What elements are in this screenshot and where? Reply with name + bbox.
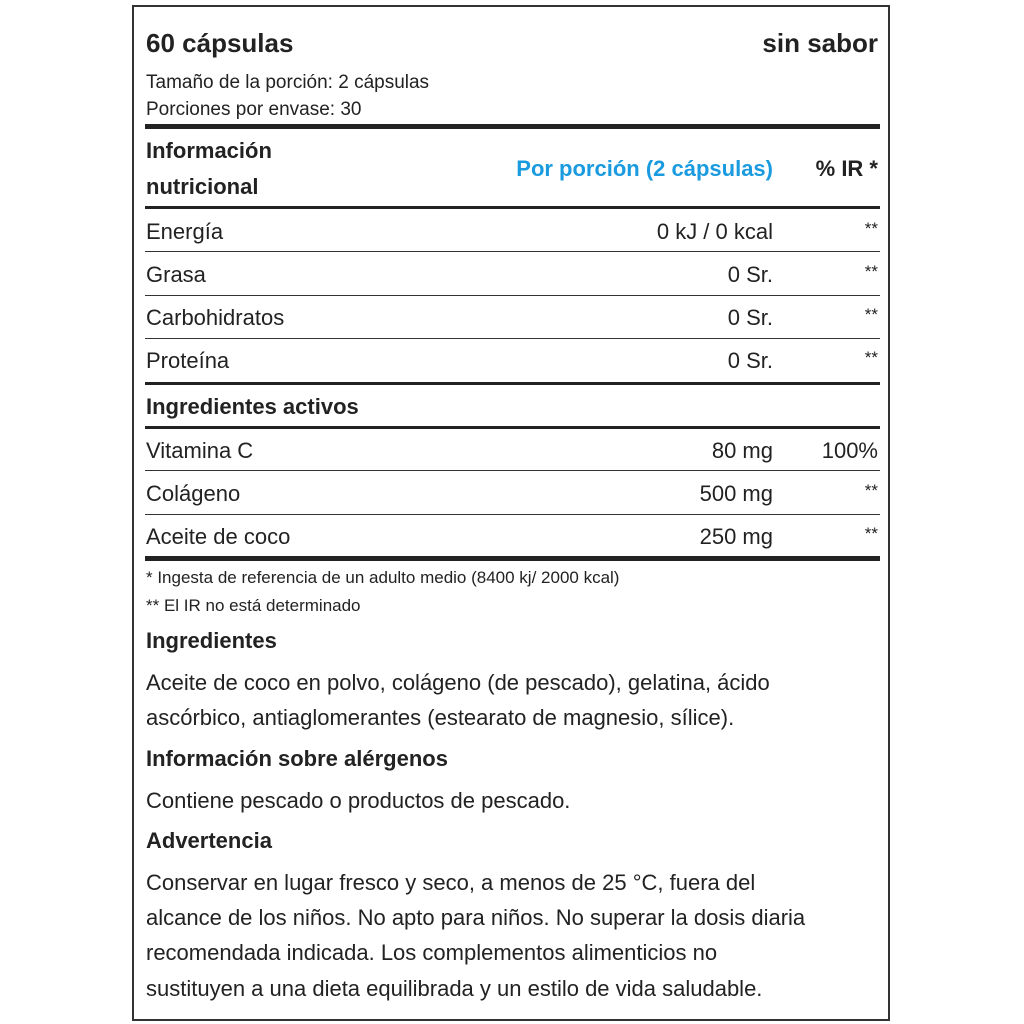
- nutrient-name: Carbohidratos: [146, 305, 285, 330]
- allergens-title: Información sobre alérgenos: [146, 746, 448, 771]
- ingredients-text-line2: ascórbico, antiaglomerantes (estearato de magnesio, sílice).: [146, 705, 735, 730]
- divider-thick-bottom: [145, 556, 880, 561]
- row-divider: [145, 251, 880, 252]
- flavor-label: sin sabor: [762, 28, 878, 58]
- divider-actives: [145, 382, 880, 385]
- warning-title: Advertencia: [146, 828, 272, 853]
- active-ri: **: [864, 481, 878, 500]
- warning-text-line3: recomendada indicada. Los complementos alimenticios no: [146, 940, 718, 965]
- nutrient-amount: 0 Sr.: [727, 348, 773, 373]
- nutrient-ri: **: [864, 262, 878, 281]
- table-title-line1: Información: [146, 138, 272, 163]
- servings-per-container: Porciones por envase: 30: [146, 99, 362, 120]
- nutrient-ri: **: [864, 305, 878, 324]
- nutrient-amount: 0 Sr.: [727, 262, 773, 287]
- active-name: Vitamina C: [146, 438, 254, 463]
- per-serving-header: Por porción (2 cápsulas): [516, 156, 773, 181]
- ingredients-title: Ingredientes: [146, 628, 277, 653]
- nutrient-ri: **: [864, 348, 878, 367]
- row-divider: [145, 470, 880, 471]
- row-divider: [145, 514, 880, 515]
- active-ingredients-header: Ingredientes activos: [146, 394, 359, 419]
- active-name: Aceite de coco: [146, 524, 291, 549]
- warning-text-line1: Conservar en lugar fresco y seco, a menos de 25 °C, fuera del: [146, 870, 756, 895]
- active-name: Colágeno: [146, 481, 241, 506]
- row-divider: [145, 338, 880, 339]
- divider-thick-top: [145, 124, 880, 129]
- active-amount: 80 mg: [711, 438, 773, 463]
- nutrient-ri: **: [864, 219, 878, 238]
- nutrient-amount: 0 Sr.: [727, 305, 773, 330]
- row-divider: [145, 295, 880, 296]
- divider-header: [145, 206, 880, 209]
- nutrient-name: Energía: [146, 219, 224, 244]
- nutrient-name: Grasa: [146, 262, 206, 287]
- nutrient-name: Proteína: [146, 348, 230, 373]
- active-ri: 100%: [821, 438, 878, 463]
- warning-text-line4: sustituyen a una dieta equilibrada y un estilo de vida saludable.: [146, 976, 763, 1001]
- divider-actives-header: [145, 426, 880, 429]
- active-ri: **: [864, 524, 878, 543]
- serving-size: Tamaño de la porción: 2 cápsulas: [146, 72, 430, 93]
- footnote-ri: * Ingesta de referencia de un adulto medio (8400 kj/ 2000 kcal): [146, 568, 620, 587]
- footnote-ri-undetermined: ** El IR no está determinado: [146, 596, 361, 615]
- active-amount: 500 mg: [699, 481, 773, 506]
- ri-header: % IR *: [815, 156, 878, 181]
- table-title-line2: nutricional: [146, 174, 259, 199]
- ingredients-text-line1: Aceite de coco en polvo, colágeno (de pescado), gelatina, ácido: [146, 670, 770, 695]
- nutrient-amount: 0 kJ / 0 kcal: [656, 219, 773, 244]
- warning-text-line2: alcance de los niños. No apto para niños. No superar la dosis diaria: [146, 905, 806, 930]
- active-amount: 250 mg: [699, 524, 773, 549]
- capsule-count: 60 cápsulas: [146, 28, 294, 58]
- allergens-text: Contiene pescado o productos de pescado.: [146, 788, 571, 813]
